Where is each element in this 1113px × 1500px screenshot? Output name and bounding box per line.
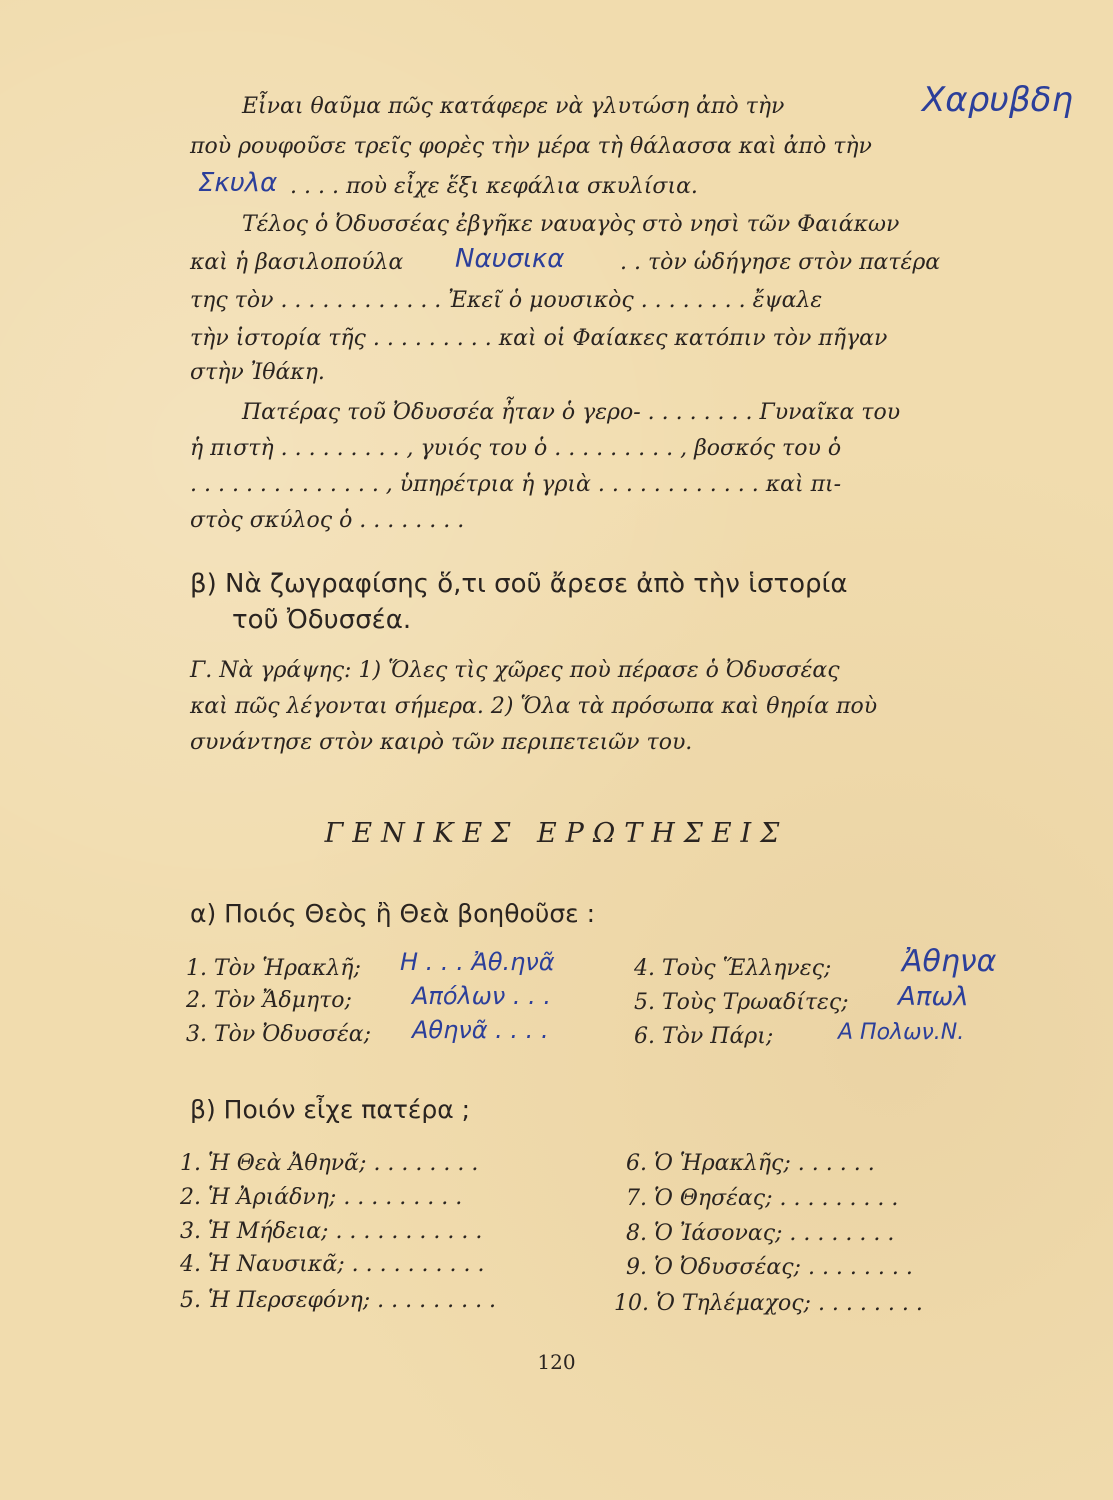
text-line: Εἶναι θαῦμα πῶς κατάφερε νὰ γλυτώση ἀπὸ τὴν (242, 94, 785, 119)
section-heading: ΓΕΝΙΚΕΣ ΕΡΩΤΗΣΕΙΣ (324, 818, 789, 849)
question-item: 6. Τὸν Πάρι; (634, 1024, 774, 1049)
text-line: Πατέρας τοῦ Ὀδυσσέα ἦταν ὁ γερο- . . . . . . . . Γυναῖκα του (242, 400, 901, 425)
text-line: . . . . ποὺ εἶχε ἕξι κεφάλια σκυλίσια. (290, 174, 698, 199)
text-line: Τέλος ὁ Ὀδυσσέας ἐβγῆκε ναυαγὸς στὸ νησὶ τῶν Φαιάκων (242, 212, 900, 237)
question-title: β) Ποιόν εἶχε πατέρα ; (190, 1095, 471, 1124)
question-item: 6. Ὁ Ἡρακλῆς; . . . . . . (626, 1151, 875, 1176)
question-item: 4. Ἡ Ναυσικᾶ; . . . . . . . . . . (180, 1252, 485, 1277)
question-item: 1. Ἡ Θεὰ Ἀθηνᾶ; . . . . . . . . (180, 1151, 479, 1176)
question-item: 10. Ὁ Τηλέμαχος; . . . . . . . . (614, 1291, 923, 1316)
text-line: τὴν ἱστορία τῆς . . . . . . . . . καὶ οἱ Φαίακες κατόπιν τὸν πῆγαν (190, 326, 888, 351)
text-line: στὸς σκύλος ὁ . . . . . . . . (190, 508, 465, 533)
handwritten-answer: Χαρυβδη (922, 80, 1074, 120)
handwritten-answer: Απωλ (898, 982, 969, 1012)
page-number: 120 (537, 1350, 576, 1374)
handwritten-answer: Ἀθηνα (902, 944, 997, 979)
handwritten-answer: Η . . . Ἀθ.ηνᾶ (400, 948, 555, 976)
handwritten-answer: Σκυλα (198, 168, 278, 198)
handwritten-answer: Ναυσικα (455, 244, 565, 274)
question-item: 7. Ὁ Θησέας; . . . . . . . . . (626, 1186, 899, 1211)
question-title: α) Ποιός Θεὸς ἢ Θεὰ βοηθοῦσε : (190, 899, 596, 928)
question-item: 3. Ἡ Μήδεια; . . . . . . . . . . . (180, 1219, 483, 1244)
text-line: καὶ πῶς λέγονται σήμερα. 2) Ὅλα τὰ πρόσωπα καὶ θηρία ποὺ (190, 694, 878, 719)
text-line: στὴν Ἰθάκη. (190, 360, 325, 385)
question-item: 5. Ἡ Περσεφόνη; . . . . . . . . . (180, 1288, 497, 1313)
text-line: ἡ πιστὴ . . . . . . . . . , γυιός του ὁ . . . . . . . . . , βοσκός του ὁ (190, 436, 842, 461)
question-item: 9. Ὁ Ὀδυσσέας; . . . . . . . . (626, 1255, 913, 1280)
question-item: 4. Τοὺς Ἕλληνες; (634, 956, 832, 981)
question-item: 1. Τὸν Ἡρακλῆ; (186, 956, 361, 981)
handwritten-answer: Αθηνᾶ . . . . (412, 1016, 549, 1044)
text-line: . . τὸν ὡδήγησε στὸν πατέρα (620, 250, 941, 275)
question-item: 2. Ἡ Ἀριάδνη; . . . . . . . . . (180, 1185, 463, 1210)
handwritten-answer: Απόλων . . . (412, 982, 552, 1010)
question-item: 2. Τὸν Ἄδμητο; (186, 988, 352, 1013)
text-line: συνάντησε στὸν καιρὸ τῶν περιπετειῶν του. (190, 730, 693, 755)
drawing-instruction: τοῦ Ὀδυσσέα. (232, 605, 412, 635)
question-item: 5. Τοὺς Τρωαδίτες; (634, 990, 849, 1015)
text-line: της τὸν . . . . . . . . . . . . Ἐκεῖ ὁ μουσικὸς . . . . . . . . ἔψαλε (190, 288, 823, 313)
question-item: 8. Ὁ Ἰάσονας; . . . . . . . . (626, 1221, 895, 1246)
text-line: Γ. Νὰ γράψης: 1) Ὅλες τὶς χῶρες ποὺ πέρασε ὁ Ὀδυσσέας (190, 658, 840, 683)
question-item: 3. Τὸν Ὀδυσσέα; (186, 1022, 372, 1047)
handwritten-answer: Α Πολων.Ν. (838, 1020, 965, 1045)
drawing-instruction: β) Νὰ ζωγραφίσης ὅ,τι σοῦ ἄρεσε ἀπὸ τὴν ἱστορία (190, 569, 848, 599)
text-line: ποὺ ρουφοῦσε τρεῖς φορὲς τὴν μέρα τὴ θάλασσα καὶ ἀπὸ τὴν (190, 134, 872, 159)
text-line: . . . . . . . . . . . . . . , ὑπηρέτρια ἡ γριὰ . . . . . . . . . . . . καὶ πι- (190, 472, 842, 497)
text-line: καὶ ἡ βασιλοπούλα (190, 250, 404, 275)
